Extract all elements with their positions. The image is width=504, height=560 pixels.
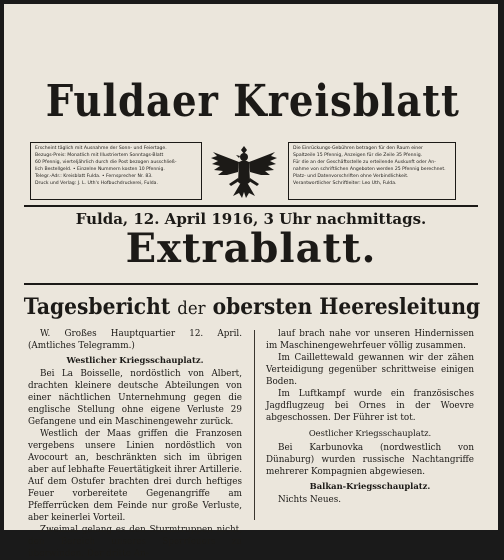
article-paragraph: Zweimal gelang es den Sturmtruppen nicht, den Bereich unseres Sperrfeuers zu überwinden. Der dritte An- <box>28 525 242 559</box>
section-heading: Balkan-Kriegsschauplatz. <box>309 481 431 491</box>
newspaper-page <box>4 4 498 559</box>
article-paragraph: Bei Karbunovka (nordwestlich von Dünaburg) wurden russische Nachtangriffe mehrerer Kompagnien abgewiesen. <box>266 443 474 477</box>
article-column-right <box>266 328 474 526</box>
info-line: Die Einrückungs-Gebühren betragen für den Raum einer <box>293 146 423 151</box>
article-column-left <box>28 328 242 559</box>
info-line: Verantwortlicher Schriftleiter: Leo Uth, Fulda. <box>293 181 397 186</box>
article-paragraph: Im Luftkampf wurde ein französisches Jagdflugzeug bei Ornes in der Woevre abgeschossen. Der Führer ist tot. <box>266 389 474 423</box>
info-line: Spaltzeile 15 Pfennig, Anzeigen für die Zeile 35 Pfennig. <box>293 153 423 158</box>
subscription-info-box <box>30 142 202 200</box>
info-line: Bezugs-Preis: Monatlich mit Illustriertem Sonntags-Blatt <box>35 153 164 158</box>
masthead-title: Fuldaer Kreisblatt <box>45 76 460 127</box>
section-heading: Oestlicher Kriegsschauplatz. <box>308 428 432 438</box>
article-paragraph: Westlich der Maas griffen die Franzosen vergebens unsere Linien nordöstlich von Avocourt an, beschränkten sich im übrigen aber auf lebhafte Feuertätigkeit ihrer Artillerie. Auf dem Ostufer brachten drei durch heftiges Feuer vorbereitete Gegenangriffe am Pfefferrücken dem Feinde nur große Verluste, aber keinerlei Vorteil. <box>28 429 242 523</box>
report-headline <box>23 294 481 320</box>
section-rule <box>24 283 478 285</box>
article-paragraph: Bei La Boisselle, nordöstlich von Albert, drachten kleinere deutsche Abteilungen von einer nächtlichen Unternehmung gegen die englische Stellung ohne eigene Verluste 29 Gefangene und ein Maschinengewehr zurück. <box>28 369 242 427</box>
header-rule <box>24 205 478 207</box>
article-intro: W. Großes Hauptquartier 12. April. (Amtliches Telegramm.) <box>28 329 242 351</box>
dateline: Fulda, 12. April 1916, 3 Uhr nachmittags. <box>75 210 427 228</box>
headline-part: obersten Heeresleitung <box>212 294 481 320</box>
info-line: Erscheint täglich mit Ausnahme der Sonn- und Feiertage. <box>35 146 167 151</box>
article-paragraph: Nichts Neues. <box>278 495 342 505</box>
eagle-icon <box>209 142 279 202</box>
section-heading: Westlicher Kriegsschauplatz. <box>66 355 204 365</box>
advertising-info-box <box>288 142 456 200</box>
headline-part: der <box>177 298 206 319</box>
headline-part: Tagesbericht <box>23 294 171 320</box>
info-line: nahme von schriftlichen Angeboten werden 25 Pfennig berechnet. <box>293 167 446 172</box>
info-line: lich Bestellgeld. • Einzelne Nummern kosten 10 Pfennig. <box>35 167 165 172</box>
extrablatt-title: Extrablatt. <box>125 225 377 272</box>
info-line: Platz- und Datenvorschriften ohne Verbindlichkeit. <box>293 174 409 179</box>
info-line: 60 Pfennig, vierteljährlich durch die Post bezogen ausschließ- <box>35 160 177 165</box>
info-line: Für die an der Geschäftsstelle zu erteilende Auskunft oder An- <box>293 160 436 165</box>
info-line: Druck und Verlag: J. L. Uth's Hofbuchdruckerei, Fulda. <box>35 181 158 186</box>
article-paragraph: lauf brach nahe vor unseren Hindernissen im Maschinengewehrfeuer völlig zusammen. <box>266 329 474 351</box>
column-divider <box>254 330 255 520</box>
article-paragraph: Im Caillettewald gewannen wir der zähen Verteidigung gegenüber schrittweise einigen Boden. <box>266 353 474 387</box>
info-line: Telegr.-Adr.: Kreisblatt Fulda. • Fernsprecher Nr. 83. <box>35 174 153 179</box>
